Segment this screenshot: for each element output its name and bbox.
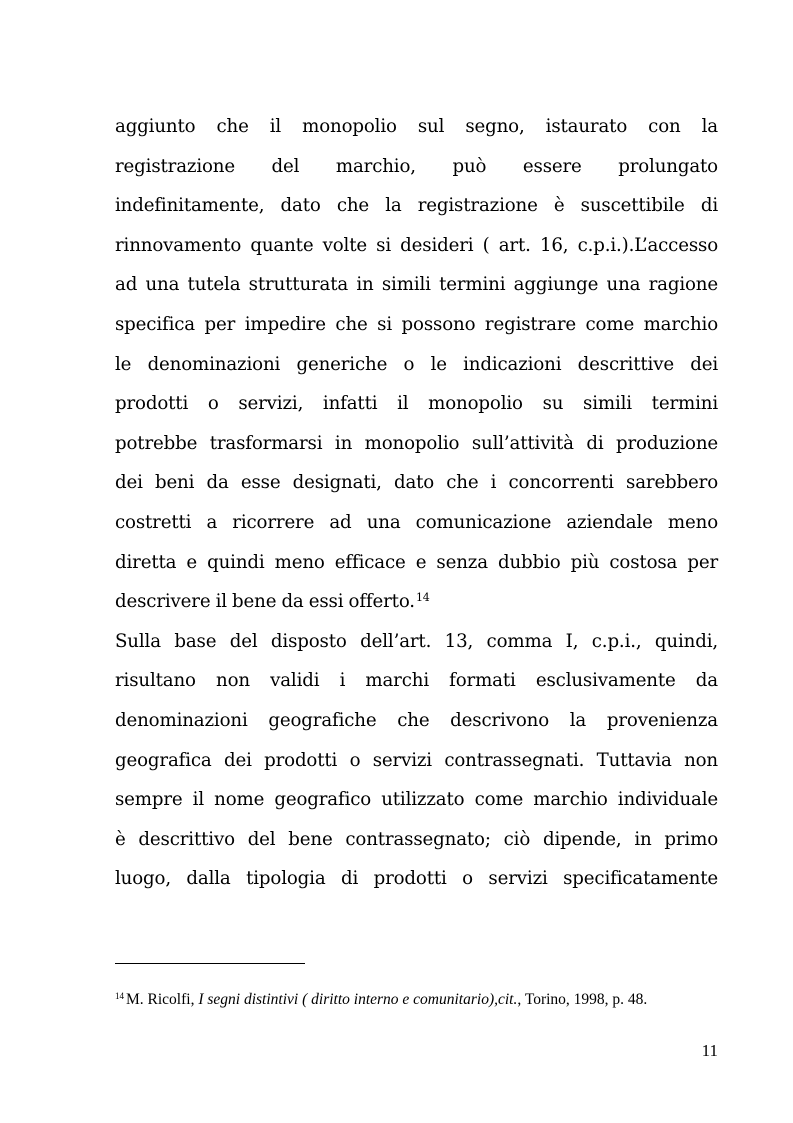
- text-line: diretta e quindi meno efficace e senza dubbio più costosa per: [115, 551, 718, 573]
- text-line: registrazione del marchio, può essere prolungato: [115, 155, 718, 177]
- text-line: ad una tutela strutturata in simili termini aggiunge una ragione: [115, 274, 718, 296]
- footnote-rest: , Torino, 1998, p. 48.: [517, 991, 648, 1008]
- text-line: indefinitamente, dato che la registrazione è suscettibile di: [115, 195, 718, 217]
- text-line: aggiunto che il monopolio sul segno, istaurato con la: [115, 116, 718, 137]
- text-line: risultano non validi i marchi formati esclusivamente da: [115, 670, 718, 692]
- footnote-marker: 14: [115, 991, 124, 1001]
- text-line: è descrittivo del bene contrassegnato; ciò dipende, in primo: [115, 828, 718, 850]
- text-line: le denominazioni generiche o le indicazioni descrittive dei: [115, 353, 718, 375]
- footnote-separator: [115, 963, 305, 964]
- text-line: specifica per impedire che si possono registrare come marchio: [115, 313, 718, 335]
- text-line: Sulla base del disposto dell’art. 13, comma I, c.p.i., quindi,: [115, 630, 718, 652]
- text-line: dei beni da esse designati, dato che i concorrenti sarebbero: [115, 472, 718, 494]
- footnote-author: M. Ricolfi,: [126, 991, 199, 1008]
- text-line: denominazioni geografiche che descrivono la provenienza: [115, 709, 718, 731]
- text-line: geografica dei prodotti o servizi contrassegnati. Tuttavia non: [115, 749, 718, 771]
- text-line: costretti a ricorrere ad una comunicazione aziendale meno: [115, 511, 718, 533]
- footnote-title: I segni distintivi ( diritto interno e comunitario),cit.: [198, 991, 518, 1008]
- text-line: potrebbe trasformarsi in monopolio sull’attività di produzione: [115, 432, 718, 454]
- text-line: sempre il nome geografico utilizzato come marchio individuale: [115, 789, 718, 811]
- text-line: prodotti o servizi, infatti il monopolio su simili termini: [115, 393, 718, 415]
- text-line-content: descrivere il bene da essi offerto.: [115, 591, 415, 613]
- body-text: [115, 107, 718, 899]
- text-line: rinnovamento quante volte si desideri ( art. 16, c.p.i.).L’accesso: [115, 234, 718, 256]
- footnote: [115, 990, 735, 1010]
- footnote-reference[interactable]: 14: [415, 591, 430, 605]
- page-number: 11: [701, 1041, 718, 1060]
- text-line: luogo, dalla tipologia di prodotti o servizi specificatamente: [115, 868, 718, 890]
- paragraph-end-line: [115, 582, 718, 622]
